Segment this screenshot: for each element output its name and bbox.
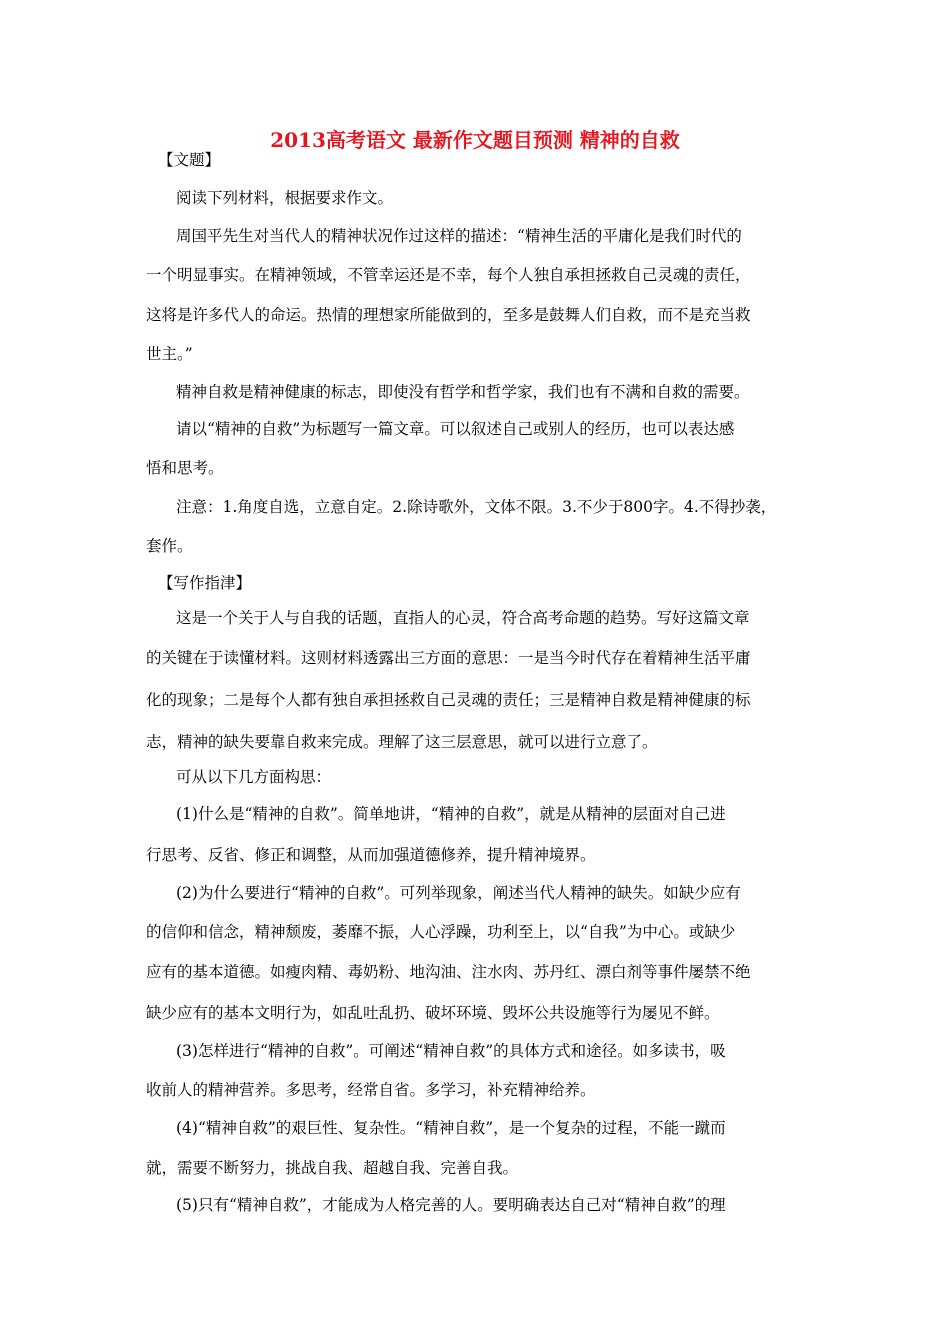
paragraph-line: 这是一个关于人与自我的话题，直指人的心灵，符合高考命题的趋势。写好这篇文章 xyxy=(176,609,750,627)
paragraph-line: 精神自救是精神健康的标志，即使没有哲学和哲学家，我们也有不满和自救的需要。 xyxy=(176,383,750,401)
paragraph-line: 的关键在于读懂材料。这则材料透露出三方面的意思：一是当今时代存在着精神生活平庸 xyxy=(146,649,751,667)
paragraph-line: 行思考、反省、修正和调整，从而加强道德修养，提升精神境界。 xyxy=(146,846,596,864)
paragraph-line: 周国平先生对当代人的精神状况作过这样的描述：“精神生活的平庸化是我们时代的 xyxy=(176,227,742,245)
paragraph-line: 应有的基本道德。如瘦肉精、毒奶粉、地沟油、注水肉、苏丹红、漂白剂等事件屡禁不绝 xyxy=(146,963,751,981)
paragraph-line: 世主。” xyxy=(146,345,193,363)
section-heading-prompt: 【文题】 xyxy=(158,151,221,169)
paragraph-line: 可从以下几方面构思： xyxy=(176,768,332,786)
paragraph-line: (1)什么是“精神的自救”。简单地讲，“精神的自救”，就是从精神的层面对自己进 xyxy=(176,805,726,823)
document-title: 2013高考语文 最新作文题目预测 精神的自救 xyxy=(270,128,680,152)
paragraph-line: 的信仰和信念，精神颓废，萎靡不振，人心浮躁，功利至上，以“自我”为中心。或缺少 xyxy=(146,923,736,941)
paragraph-line: 请以“精神的自救”为标题写一篇文章。可以叙述自己或别人的经历，也可以表达感 xyxy=(176,420,735,438)
paragraph-line: (2)为什么要进行“精神的自救”。可列举现象，阐述当代人精神的缺失。如缺少应有 xyxy=(176,884,741,902)
paragraph-line: 一个明显事实。在精神领域，不管幸运还是不幸，每个人独自承担拯救自己灵魂的责任， xyxy=(146,266,751,284)
paragraph-line: (5)只有“精神自救”，才能成为人格完善的人。要明确表达自己对“精神自救”的理 xyxy=(176,1196,726,1214)
paragraph-line: 这将是许多代人的命运。热情的理想家所能做到的，至多是鼓舞人们自救，而不是充当救 xyxy=(146,306,751,324)
paragraph-line: 收前人的精神营养。多思考，经常自省。多学习，补充精神给养。 xyxy=(146,1081,596,1099)
paragraph-line: (4)“精神自救”的艰巨性、复杂性。“精神自救”，是一个复杂的过程，不能一蹴而 xyxy=(176,1119,726,1137)
paragraph-line: 就，需要不断努力，挑战自我、超越自我、完善自我。 xyxy=(146,1159,519,1177)
paragraph-line: 注意：1.角度自选，立意自定。2.除诗歌外，文体不限。3.不少于800字。4.不得抄袭， xyxy=(176,498,777,516)
paragraph-line: 悟和思考。 xyxy=(146,459,224,477)
paragraph-line: 志，精神的缺失要靠自救来完成。理解了这三层意思，就可以进行立意了。 xyxy=(146,733,658,751)
paragraph-line: 阅读下列材料，根据要求作文。 xyxy=(176,189,394,207)
paragraph-line: 化的现象；二是每个人都有独自承担拯救自己灵魂的责任；三是精神自救是精神健康的标 xyxy=(146,691,751,709)
paragraph-line: 缺少应有的基本文明行为，如乱吐乱扔、破坏环境、毁坏公共设施等行为屡见不鲜。 xyxy=(146,1004,720,1022)
paragraph-line: (3)怎样进行“精神的自救”。可阐述“精神自救”的具体方式和途径。如多读书，吸 xyxy=(176,1042,726,1060)
paragraph-line: 套作。 xyxy=(146,537,193,555)
section-heading-guide: 【写作指津】 xyxy=(158,574,252,592)
